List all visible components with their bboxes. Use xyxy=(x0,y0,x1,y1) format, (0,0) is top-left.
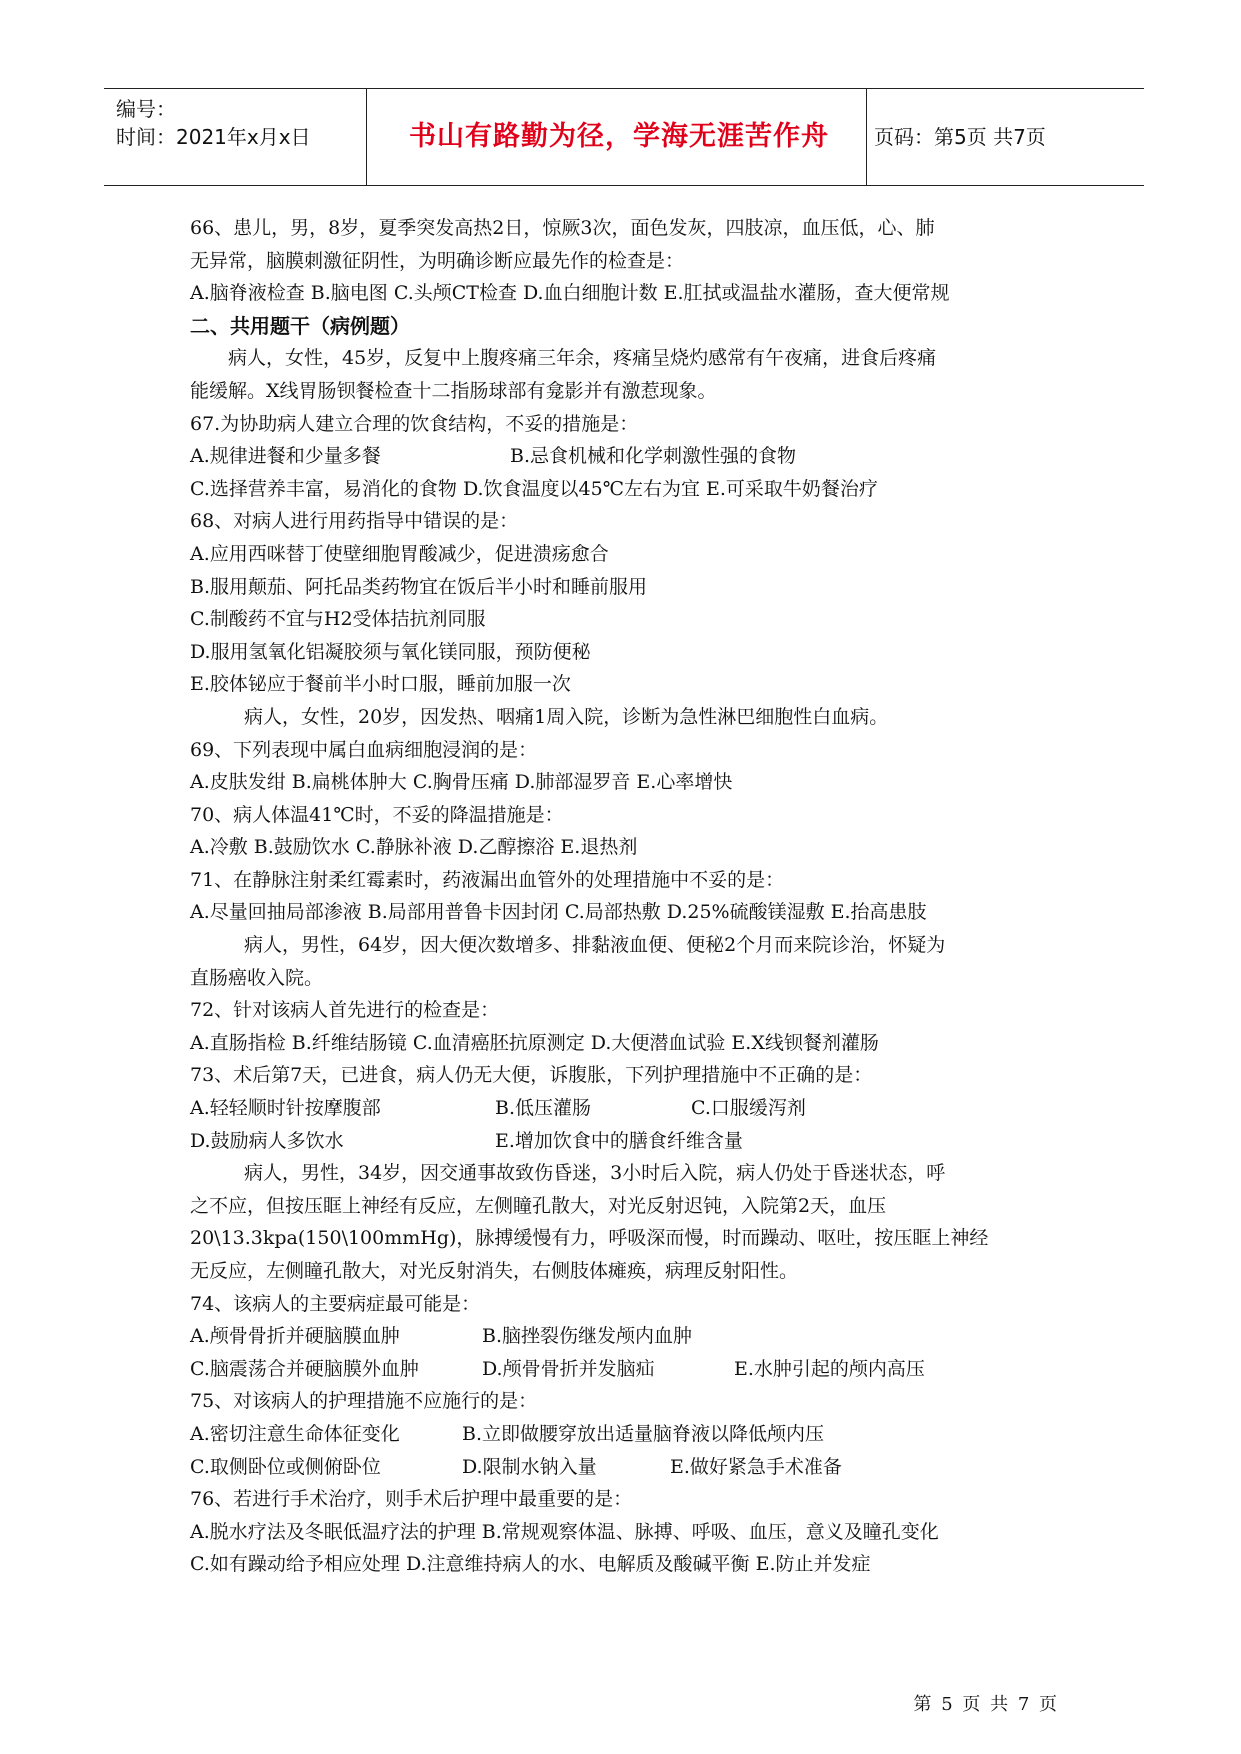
question-71: 71、在静脉注射柔红霉素时，药液漏出血管外的处理措施中不妥的是： xyxy=(190,868,785,891)
option: D.限制水钠入量 xyxy=(462,1455,597,1478)
exam-content xyxy=(190,212,1060,1581)
question-71-options: A.尽量回抽局部渗液 B.局部用普鲁卡因封闭 C.局部热敷 D.25%硫酸镁湿敷 E.抬高患肢 xyxy=(190,901,927,924)
question-74-options-2 xyxy=(190,1353,1060,1386)
option: E.胶体铋应于餐前半小时口服，睡前加服一次 xyxy=(190,673,571,696)
case-stem: 病人，男性，64岁，因大便次数增多、排黏液血便、便秘2个月而来院诊治，怀疑为 xyxy=(244,934,946,957)
option: D.颅骨骨折并发脑疝 xyxy=(482,1357,655,1380)
question-75-options xyxy=(190,1418,1060,1451)
question-66: 66、患儿，男，8岁，夏季突发高热2日，惊厥3次，面色发灰，四肢凉，血压低，心、肺 xyxy=(190,217,935,239)
header-meta xyxy=(116,95,311,151)
question-70: 70、病人体温41℃时，不妥的降温措施是： xyxy=(190,803,564,826)
option: C.取侧卧位或侧俯卧位 xyxy=(190,1455,381,1478)
option: A.密切注意生命体征变化 xyxy=(190,1422,400,1445)
option: A.应用西咪替丁使壁细胞胃酸减少，促进溃疡愈合 xyxy=(190,542,609,565)
option: D.鼓励病人多饮水 xyxy=(190,1129,344,1152)
question-66-cont: 无异常，脑膜刺激征阴性，为明确诊断应最先作的检查是： xyxy=(190,249,685,272)
question-76-options: A.脱水疗法及冬眠低温疗法的护理 B.常规观察体温、脉搏、呼吸、血压，意义及瞳孔变化 xyxy=(190,1520,939,1543)
section-heading: 二、共用题干（病例题） xyxy=(190,313,410,338)
case-stem: 病人，男性，34岁，因交通事故致伤昏迷，3小时后入院，病人仍处于昏迷状态，呼 xyxy=(244,1162,946,1185)
question-69-options: A.皮肤发绀 B.扁桃体肿大 C.胸骨压痛 D.肺部湿罗音 E.心率增快 xyxy=(190,771,733,794)
option: A.颅骨骨折并硬脑膜血肿 xyxy=(190,1325,400,1348)
page-label: 页码：第5页 共7页 xyxy=(874,125,1046,149)
question-72: 72、针对该病人首先进行的检查是： xyxy=(190,999,500,1022)
case-stem-cont: 能缓解。X线胃肠钡餐检查十二指肠球部有龛影并有激惹现象。 xyxy=(190,379,717,402)
option: A.规律进餐和少量多餐 xyxy=(190,445,381,468)
option: B.低压灌肠 xyxy=(495,1097,592,1120)
case-stem-cont: 无反应，左侧瞳孔散大，对光反射消失，右侧肢体瘫痪，病理反射阳性。 xyxy=(190,1260,799,1282)
option: B.忌食机械和化学刺激性强的食物 xyxy=(510,445,797,468)
question-74: 74、该病人的主要病症最可能是： xyxy=(190,1292,481,1315)
question-76-options-2: C.如有躁动给予相应处理 D.注意维持病人的水、电解质及酸碱平衡 E.防止并发症 xyxy=(190,1553,871,1576)
question-75-options-2 xyxy=(190,1451,1060,1484)
question-73-options-2 xyxy=(190,1125,1060,1158)
question-76: 76、若进行手术治疗，则手术后护理中最重要的是： xyxy=(190,1488,633,1511)
question-67-options-2: C.选择营养丰富，易消化的食物 D.饮食温度以45℃左右为宜 E.可采取牛奶餐治疗 xyxy=(190,477,878,500)
case-stem-cont: 20\13.3kpa(150\100mmHg)，脉搏缓慢有力，呼吸深而慢，时而躁动、呕吐，按压眶上神经 xyxy=(190,1227,989,1250)
option: E.水肿引起的颅内高压 xyxy=(734,1357,925,1380)
divider xyxy=(366,89,367,185)
option: B.脑挫裂伤继发颅内血肿 xyxy=(482,1325,693,1348)
option: D.服用氢氧化铝凝胶须与氧化镁同服，预防便秘 xyxy=(190,640,591,663)
question-69: 69、下列表现中属白血病细胞浸润的是： xyxy=(190,738,538,761)
question-74-options xyxy=(190,1320,1060,1353)
question-70-options: A.冷敷 B.鼓励饮水 C.静脉补液 D.乙醇擦浴 E.退热剂 xyxy=(190,836,638,859)
number-label: 编号： xyxy=(116,97,176,121)
case-stem-cont: 之不应，但按压眶上神经有反应，左侧瞳孔散大，对光反射迟钝，入院第2天，血压 xyxy=(190,1194,887,1217)
page-footer: 第 5 页 共 7 页 xyxy=(913,1694,1059,1715)
header-table xyxy=(104,88,1144,186)
option: C.脑震荡合并硬脑膜外血肿 xyxy=(190,1357,419,1380)
question-67: 67.为协助病人建立合理的饮食结构，不妥的措施是： xyxy=(190,412,639,435)
motto: 书山有路勤为径，学海无涯苦作舟 xyxy=(409,121,829,152)
divider xyxy=(866,89,867,185)
case-stem: 病人，女性，20岁，因发热、咽痛1周入院，诊断为急性淋巴细胞性白血病。 xyxy=(244,705,889,728)
question-75: 75、对该病人的护理措施不应施行的是： xyxy=(190,1390,538,1413)
case-stem: 病人，女性，45岁，反复中上腹疼痛三年余，疼痛呈烧灼感常有午夜痛，进食后疼痛 xyxy=(228,347,937,370)
case-stem-cont: 直肠癌收入院。 xyxy=(190,966,324,989)
question-67-options xyxy=(190,440,1060,473)
option: B.立即做腰穿放出适量脑脊液以降低颅内压 xyxy=(462,1422,825,1445)
question-66-options: A.脑脊液检查 B.脑电图 C.头颅CT检查 D.血白细胞计数 E.肛拭或温盐水灌肠，查大便常规 xyxy=(190,282,950,305)
option: E.做好紧急手术准备 xyxy=(670,1455,842,1478)
time-label: 时间：2021年x月x日 xyxy=(116,125,311,149)
option: B.服用颠茄、阿托品类药物宜在饭后半小时和睡前服用 xyxy=(190,575,648,598)
question-68: 68、对病人进行用药指导中错误的是： xyxy=(190,510,519,533)
question-73: 73、术后第7天，已进食，病人仍无大便，诉腹胀，下列护理措施中不正确的是： xyxy=(190,1064,873,1087)
question-73-options xyxy=(190,1092,1060,1125)
option: C.口服缓泻剂 xyxy=(691,1097,806,1120)
option: E.增加饮食中的膳食纤维含量 xyxy=(495,1129,743,1152)
option: A.轻轻顺时针按摩腹部 xyxy=(190,1097,381,1120)
question-72-options: A.直肠指检 B.纤维结肠镜 C.血清癌胚抗原测定 D.大便潜血试验 E.X线钡餐剂灌肠 xyxy=(190,1031,879,1054)
option: C.制酸药不宜与H2受体拮抗剂同服 xyxy=(190,608,486,631)
